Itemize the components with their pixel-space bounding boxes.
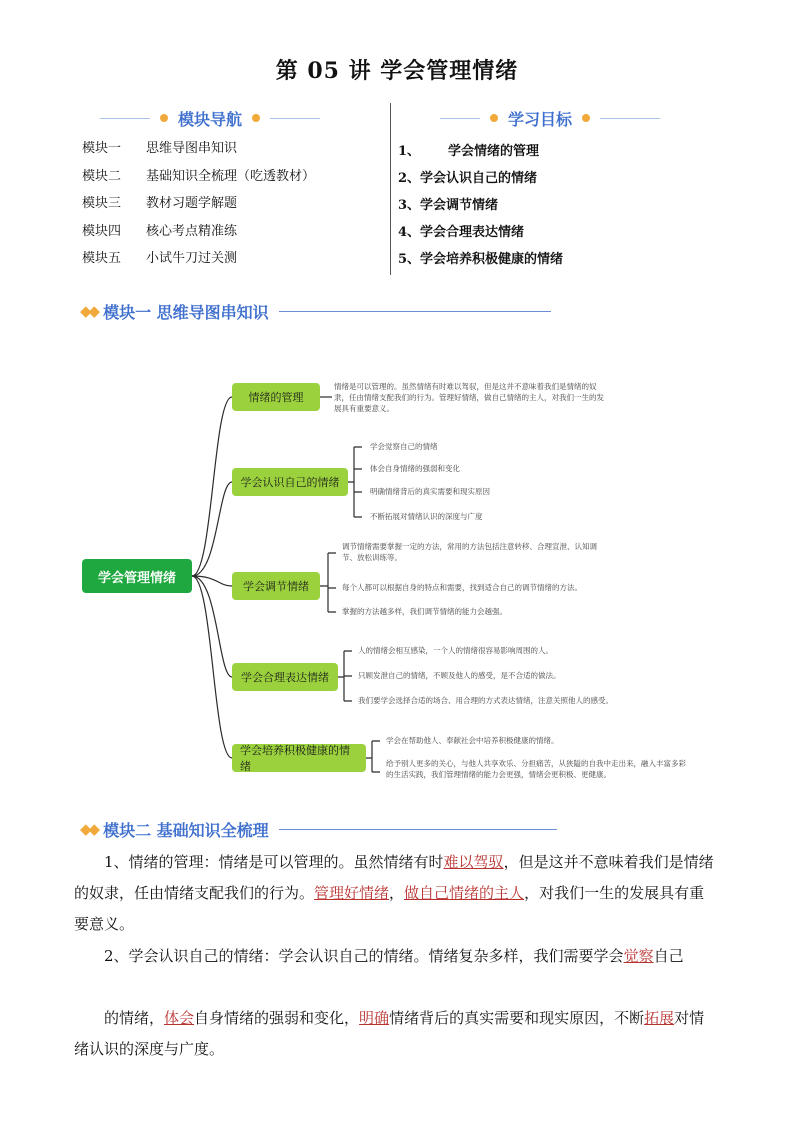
highlight-term: 难以驾驭 <box>443 853 504 871</box>
dot-icon <box>582 114 590 122</box>
highlight-term: 体会 <box>164 1009 195 1027</box>
goal-item: 4、 学会合理表达情绪 <box>398 225 525 240</box>
mind-map-leaf: 每个人都可以根据自身的特点和需要，找到适合自己的调节情绪的方法。 <box>342 583 582 592</box>
double-chevron-icon: ◆◆ <box>80 302 98 320</box>
mind-map-leaf: 调节情绪需要掌握一定的方法，常用的方法包括注意转移、合理宣泄、认知调节、放松训练等。 <box>342 542 597 562</box>
mind-map-root: 学会管理情绪 <box>82 559 192 593</box>
double-chevron-icon: ◆◆ <box>80 820 98 838</box>
section-heading: ◆◆ 模块一 思维导图串知识 <box>80 299 551 323</box>
goal-item: 2、 学会认识自己的情绪 <box>398 171 538 186</box>
mind-map-leaf: 明确情绪背后的真实需要和现实原因 <box>370 487 490 496</box>
goal-list <box>398 140 563 275</box>
mind-map-branch: 学会认识自己的情绪 <box>232 468 348 496</box>
mind-map-leaf: 只顾发泄自己的情绪，不顾及他人的感受，是不合适的做法。 <box>358 671 561 680</box>
dot-icon <box>490 114 498 122</box>
goals-heading <box>440 106 660 130</box>
mind-map-leaf: 不断拓展对情绪认识的深度与广度 <box>370 512 483 521</box>
section-heading: ◆◆ 模块二 基础知识全梳理 <box>80 817 557 841</box>
nav-item: 模块四 核心考点精准练 <box>82 223 238 239</box>
mind-map-leaf: 给予别人更多的关心，与他人共享欢乐、分担痛苦，从狭隘的自我中走出来，融入丰富多彩的生活实践，我们管理情绪的能力会更强，情绪会更积极、更健康。 <box>386 759 686 779</box>
column-divider <box>390 103 391 275</box>
mind-map-leaf: 掌握的方法越多样，我们调节情绪的能力会越强。 <box>342 607 507 616</box>
goal-item: 5、 学会培养积极健康的情绪 <box>398 252 564 267</box>
paragraph: 的情绪，体会自身情绪的强弱和变化，明确情绪背后的真实需要和现实原因，不断拓展对情绪认识的深度与广度。 <box>74 1009 705 1058</box>
highlight-term: 明确 <box>359 1009 390 1027</box>
mind-map-branch: 学会调节情绪 <box>232 572 320 600</box>
highlight-term: 做自己情绪的主人 <box>404 884 525 902</box>
nav-item: 模块一 思维导图串知识 <box>82 141 238 156</box>
dot-icon <box>252 114 260 122</box>
goals-heading-label: 学习目标 <box>508 109 573 129</box>
mind-map-branch: 学会合理表达情绪 <box>232 663 338 691</box>
mind-map-leaf: 学会在帮助他人、奉献社会中培养积极健康的情绪。 <box>386 736 559 745</box>
goal-item: 1、 学会情绪的管理 <box>398 144 540 159</box>
mind-map <box>78 355 718 795</box>
dot-icon <box>160 114 168 122</box>
mind-map-branch: 情绪的管理 <box>232 383 320 411</box>
mind-map-leaf: 学会觉察自己的情绪 <box>370 442 438 451</box>
paragraph: 1、情绪的管理：情绪是可以管理的。虽然情绪有时难以驾驭，但是这并不意味着我们是情绪的奴隶，任由情绪支配我们的行为。管理好情绪，做自己情绪的主人，对我们一生的发展具有重要意义。 <box>74 853 714 933</box>
mind-map-branch: 学会培养积极健康的情绪 <box>232 744 366 772</box>
mind-map-leaf: 体会自身情绪的强弱和变化 <box>370 464 460 473</box>
nav-item: 模块五 小试牛刀过关测 <box>82 251 238 266</box>
nav-heading <box>100 106 320 130</box>
mind-map-leaf: 我们要学会选择合适的场合、用合理的方式表达情绪，注意关照他人的感受。 <box>358 696 613 705</box>
page-title: 第 05 讲 学会管理情绪 <box>275 58 519 84</box>
highlight-term: 管理好情绪 <box>314 884 390 902</box>
nav-heading-label: 模块导航 <box>178 109 243 129</box>
mind-map-leaf: 人的情绪会相互感染，一个人的情绪很容易影响周围的人。 <box>358 646 553 655</box>
highlight-term: 觉察 <box>623 947 654 965</box>
nav-item: 模块三 教材习题学解题 <box>82 196 238 211</box>
nav-list <box>82 137 315 275</box>
paragraph: 2、学会认识自己的情绪：学会认识自己的情绪。情绪复杂多样，我们需要学会觉察自己 <box>104 947 684 965</box>
goal-item: 3、 学会调节情绪 <box>398 198 499 213</box>
nav-item: 模块二 基础知识全梳理（吃透教材） <box>82 168 316 184</box>
mind-map-leaf: 情绪是可以管理的。虽然情绪有时难以驾驭，但是这并不意味着我们是情绪的奴隶，任由情绪支配我们的行为。管理好情绪，做自己情绪的主人，对我们一生的发展具有重要意义。 <box>334 382 604 413</box>
highlight-term: 拓展 <box>644 1009 675 1027</box>
